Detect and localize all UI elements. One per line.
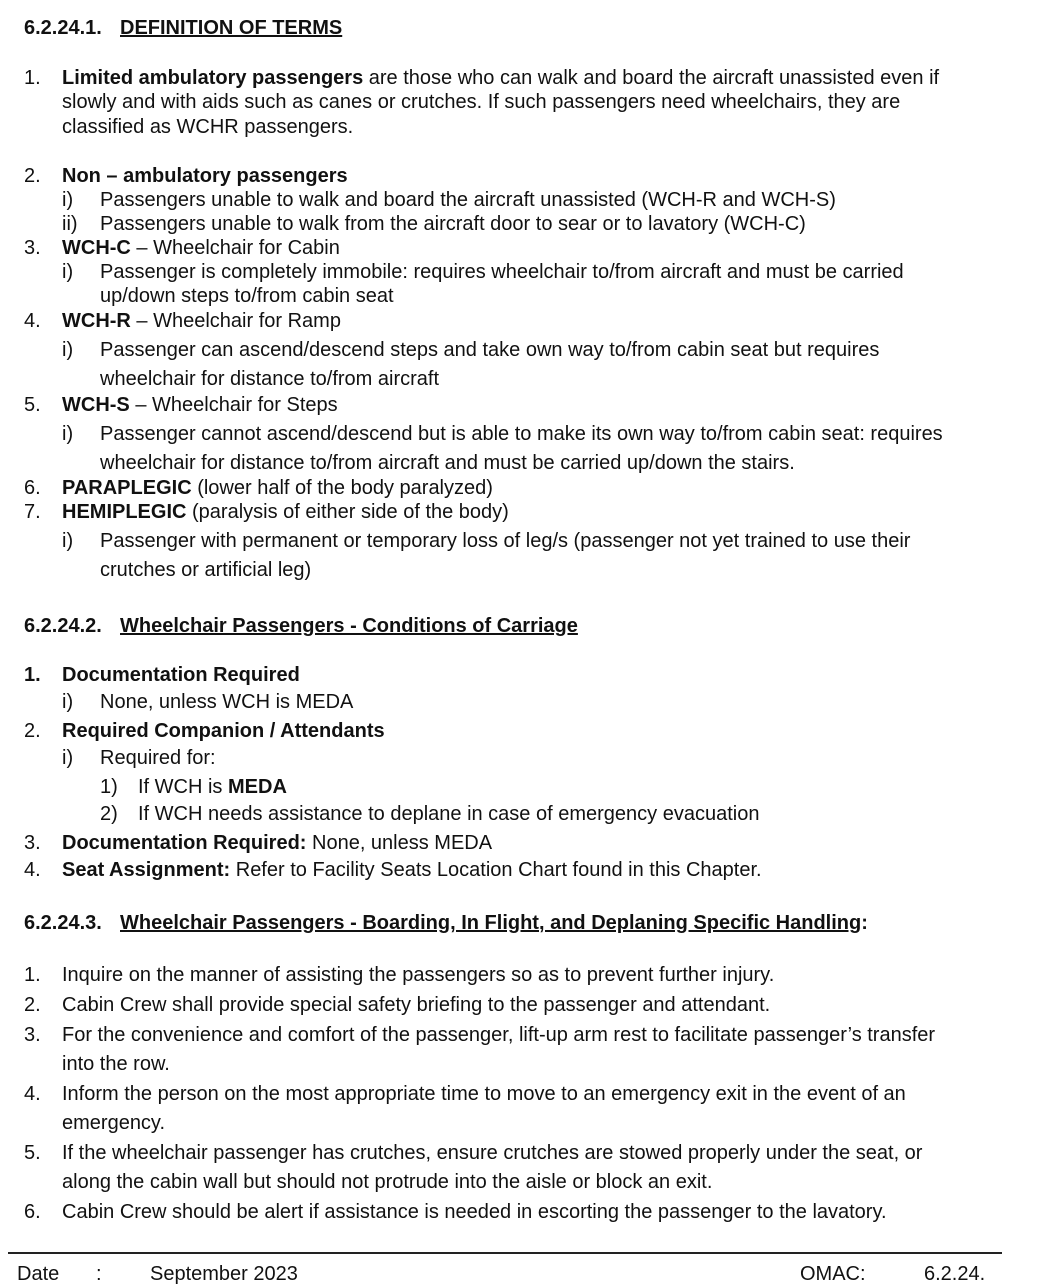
- definition-item: [62, 66, 939, 90]
- list-item: [62, 858, 762, 882]
- sub-sub-item-text: If WCH needs assistance to deplane in case of emergency evacuation: [138, 803, 760, 825]
- term: Limited ambulatory passengers: [62, 67, 364, 89]
- list-number: 6.: [24, 477, 41, 499]
- section-number: 6.2.24.2.: [24, 615, 102, 637]
- section-heading-conditions: [24, 614, 578, 638]
- item-text: None, unless MEDA: [306, 832, 493, 854]
- item-label: Documentation Required:: [62, 832, 307, 854]
- list-number: 5.: [24, 1142, 41, 1164]
- item-label: Seat Assignment:: [62, 859, 231, 881]
- list-number: 2.: [24, 720, 41, 742]
- footer-date-label: Date: [17, 1263, 60, 1285]
- sub-number: i): [62, 423, 74, 445]
- definition-item: [62, 500, 509, 524]
- list-number: 2.: [24, 994, 41, 1016]
- list-number: 1.: [24, 67, 41, 89]
- sub-item-text: Required for:: [100, 747, 216, 769]
- sub-item-text: crutches or artificial leg): [100, 559, 312, 581]
- sub-number: i): [62, 530, 74, 552]
- definition-text: (lower half of the body paralyzed): [191, 477, 493, 499]
- list-number: 1.: [24, 964, 41, 986]
- definition-text: – Wheelchair for Steps: [129, 394, 338, 416]
- sub-number: i): [62, 261, 74, 283]
- definition-text: slowly and with aids such as canes or crutches. If such passengers need wheelchairs, they are: [62, 91, 901, 113]
- term: PARAPLEGIC: [62, 477, 192, 499]
- list-item-text: into the row.: [62, 1053, 170, 1075]
- sub-sub-item-bold: MEDA: [228, 776, 287, 798]
- item-heading: Required Companion / Attendants: [62, 720, 385, 742]
- definition-item: [62, 309, 341, 333]
- section-title-colon: :: [861, 912, 868, 934]
- sub-item-text: Passenger with permanent or temporary loss of leg/s (passenger not yet trained to use their: [100, 530, 911, 552]
- sub-number: i): [62, 691, 74, 713]
- term: HEMIPLEGIC: [62, 501, 187, 523]
- sub-number: ii): [62, 213, 78, 235]
- list-number: 6.: [24, 1201, 41, 1223]
- item-text: Refer to Facility Seats Location Chart found in this Chapter.: [230, 859, 762, 881]
- list-number: 4.: [24, 310, 41, 332]
- sub-number: i): [62, 189, 74, 211]
- definition-text: (paralysis of either side of the body): [186, 501, 509, 523]
- list-item: [62, 831, 492, 855]
- list-number: 4.: [24, 1083, 41, 1105]
- section-title: Wheelchair Passengers - Conditions of Carriage: [120, 615, 578, 637]
- section-heading-definitions: [24, 16, 342, 40]
- sub-item-text: Passenger cannot ascend/descend but is able to make its own way to/from cabin seat: requires: [100, 423, 943, 445]
- list-number: 3.: [24, 237, 41, 259]
- section-number: 6.2.24.1.: [24, 17, 102, 39]
- list-item-text: Cabin Crew should be alert if assistance is needed in escorting the passenger to the lavatory.: [62, 1201, 887, 1223]
- section-title: DEFINITION OF TERMS: [120, 17, 343, 39]
- definition-item: [62, 236, 340, 260]
- term: Non – ambulatory passengers: [62, 165, 348, 187]
- sub-sub-number: 2): [100, 803, 118, 825]
- list-number: 7.: [24, 501, 41, 523]
- sub-item-text: wheelchair for distance to/from aircraft and must be carried up/down the stairs.: [100, 452, 795, 474]
- list-item-text: Cabin Crew shall provide special safety briefing to the passenger and attendant.: [62, 994, 771, 1016]
- footer-date-separator: :: [96, 1263, 102, 1285]
- sub-sub-item: [138, 775, 287, 799]
- sub-item-text: Passengers unable to walk from the aircraft door to sear or to lavatory (WCH-C): [100, 213, 806, 235]
- list-item-text: Inquire on the manner of assisting the passengers so as to prevent further injury.: [62, 964, 775, 986]
- sub-number: i): [62, 747, 74, 769]
- sub-item-text: Passengers unable to walk and board the aircraft unassisted (WCH-R and WCH-S): [100, 189, 836, 211]
- definition-text: – Wheelchair for Ramp: [130, 310, 341, 332]
- definition-item: [62, 393, 338, 417]
- term: WCH-R: [62, 310, 131, 332]
- sub-sub-item-text: If WCH is: [138, 776, 228, 798]
- list-number: 5.: [24, 394, 41, 416]
- sub-item-text: wheelchair for distance to/from aircraft: [100, 368, 440, 390]
- section-heading-handling: [24, 911, 868, 935]
- definition-text: are those who can walk and board the aircraft unassisted even if: [363, 67, 940, 89]
- list-item-text: For the convenience and comfort of the passenger, lift-up arm rest to facilitate passenger’s transfer: [62, 1024, 936, 1046]
- footer-doc-label: OMAC:: [800, 1263, 866, 1285]
- sub-sub-number: 1): [100, 776, 118, 798]
- term: WCH-S: [62, 394, 130, 416]
- term: WCH-C: [62, 237, 131, 259]
- definition-item: [62, 476, 493, 500]
- section-number: 6.2.24.3.: [24, 912, 102, 934]
- list-item-text: emergency.: [62, 1112, 166, 1134]
- sub-number: i): [62, 339, 74, 361]
- list-item-text: along the cabin wall but should not protrude into the aisle or block an exit.: [62, 1171, 713, 1193]
- list-item-text: If the wheelchair passenger has crutches, ensure crutches are stowed properly under the seat, or: [62, 1142, 923, 1164]
- section-title: Wheelchair Passengers - Boarding, In Flight, and Deplaning Specific Handling: [120, 912, 862, 934]
- sub-item-text: None, unless WCH is MEDA: [100, 691, 354, 713]
- list-number: 3.: [24, 832, 41, 854]
- footer-doc-value: 6.2.24.: [924, 1263, 986, 1285]
- list-number: 4.: [24, 859, 41, 881]
- footer-rule: [8, 1252, 1002, 1254]
- definition-text: classified as WCHR passengers.: [62, 116, 354, 138]
- footer-date-value: September 2023: [150, 1263, 298, 1285]
- list-number: 1.: [24, 664, 41, 686]
- list-number: 2.: [24, 165, 41, 187]
- sub-item-text: Passenger can ascend/descend steps and take own way to/from cabin seat but requires: [100, 339, 880, 361]
- list-item-text: Inform the person on the most appropriate time to move to an emergency exit in the event of an: [62, 1083, 906, 1105]
- list-number: 3.: [24, 1024, 41, 1046]
- sub-item-text: Passenger is completely immobile: requires wheelchair to/from aircraft and must be carried: [100, 261, 904, 283]
- definition-text: – Wheelchair for Cabin: [130, 237, 340, 259]
- sub-item-text: up/down steps to/from cabin seat: [100, 285, 394, 307]
- item-heading: Documentation Required: [62, 664, 300, 686]
